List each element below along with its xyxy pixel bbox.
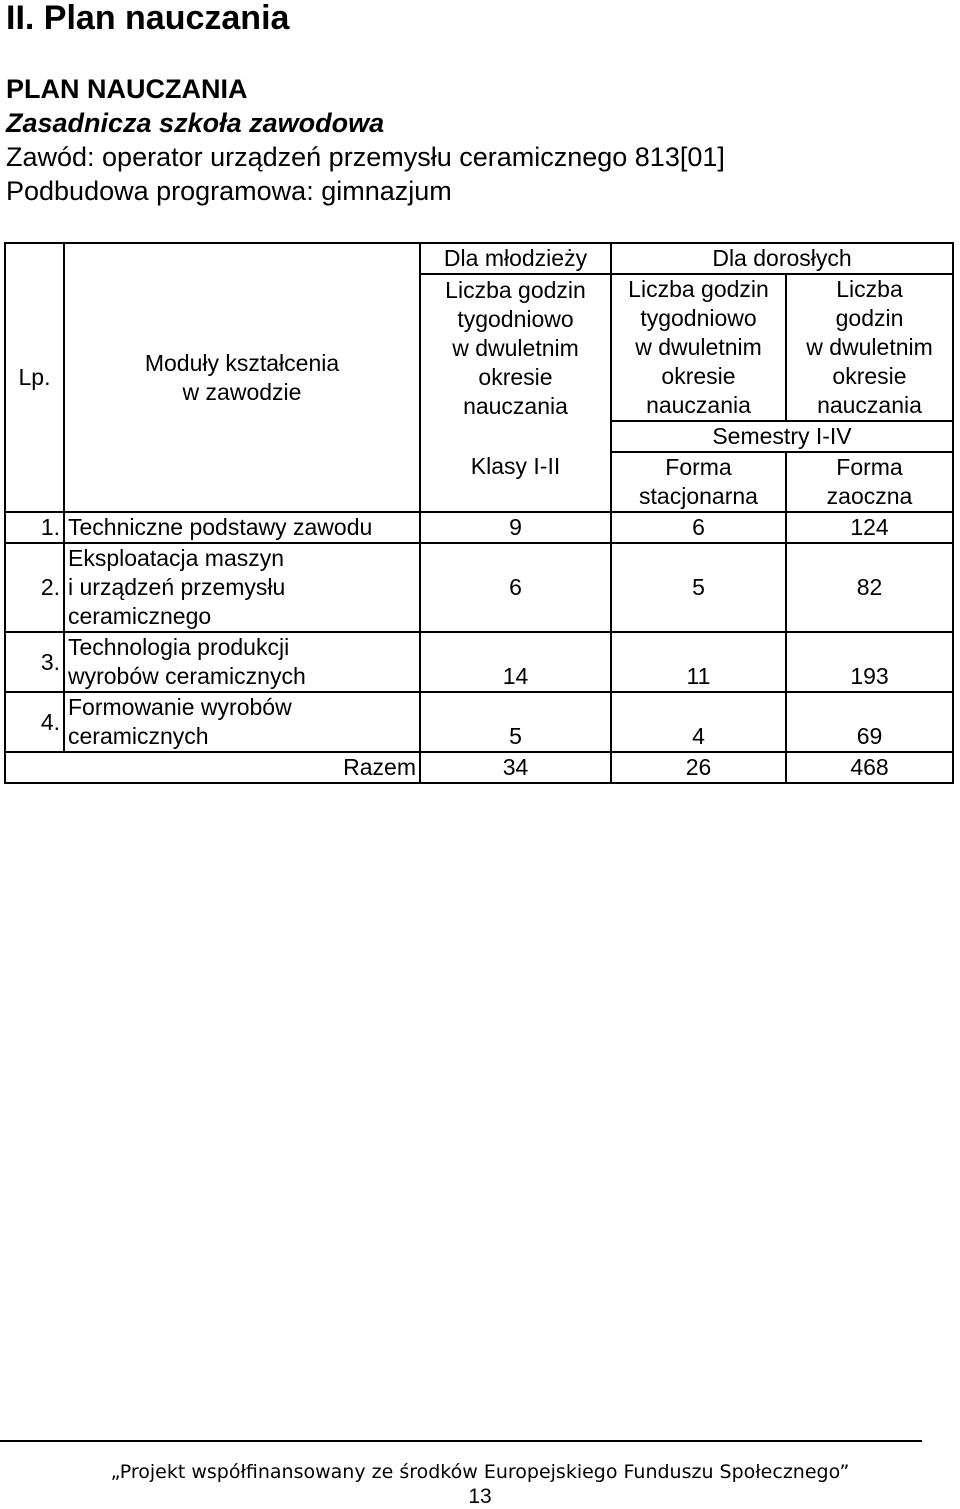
table-row xyxy=(5,692,953,752)
row-module-name-line: Formowanie wyrobów xyxy=(68,694,292,720)
row-module-name-line: wyrobów ceramicznych xyxy=(68,663,306,689)
header-adult-full-hours-line: okresie xyxy=(661,363,736,389)
total-youth-hours: 34 xyxy=(420,752,611,783)
page-number: 13 xyxy=(468,1485,492,1508)
footer-funding-note: „Projekt współfinansowany ze środków Europejskiego Funduszu Społecznego” xyxy=(110,1461,850,1483)
curriculum-table xyxy=(4,242,954,784)
header-youth-hours-line: w dwuletnim xyxy=(452,334,579,361)
header-adult-full-hours xyxy=(611,274,786,421)
header-semesters: Semestry I-IV xyxy=(611,421,953,452)
table-row xyxy=(5,543,953,632)
row-module-name xyxy=(64,692,420,752)
header-adult-part-hours-line: nauczania xyxy=(817,392,922,418)
header-classes: Klasy I-II xyxy=(420,421,611,512)
header-full-time-line: Forma xyxy=(665,454,732,480)
row-youth-hours: 6 xyxy=(420,543,611,632)
header-adult-part-hours-line: okresie xyxy=(832,363,907,389)
row-lp: 3. xyxy=(5,632,64,692)
header-youth-hours-line: Liczba godzin xyxy=(445,276,586,303)
row-lp: 2. xyxy=(5,543,64,632)
row-module-name-line: ceramicznego xyxy=(68,603,212,629)
row-full-time-hours: 4 xyxy=(611,692,786,752)
header-adult-full-hours-line: Liczba godzin xyxy=(628,276,769,302)
header-adult-full-hours-line: nauczania xyxy=(646,392,751,418)
row-part-time-hours: 193 xyxy=(786,632,953,692)
row-full-time-hours: 5 xyxy=(611,543,786,632)
row-youth-hours: 9 xyxy=(420,512,611,543)
table-row xyxy=(5,632,953,692)
header-youth-hours-line: tygodniowo xyxy=(457,305,574,332)
header-full-time xyxy=(611,452,786,512)
header-adult-full-hours-line: w dwuletnim xyxy=(635,334,762,360)
total-label: Razem xyxy=(5,752,420,783)
row-module-name-line: i urządzeń przemysłu xyxy=(68,574,286,600)
header-adults: Dla dorosłych xyxy=(611,243,953,274)
header-part-time xyxy=(786,452,953,512)
row-module-name-line: Techniczne podstawy zawodu xyxy=(68,514,373,540)
header-youth-hours-line: okresie xyxy=(478,363,553,390)
header-modules xyxy=(64,243,420,512)
total-row xyxy=(5,752,953,783)
plan-intro xyxy=(6,72,725,208)
header-youth: Dla młodzieży xyxy=(420,243,611,274)
row-module-name xyxy=(64,512,420,543)
curriculum-basis-line: Podbudowa programowa: gimnazjum xyxy=(6,176,452,206)
profession-line: Zawód: operator urządzeń przemysłu ceramicznego 813[01] xyxy=(6,142,725,172)
header-modules-line: w zawodzie xyxy=(182,378,302,405)
header-row xyxy=(5,243,953,274)
row-module-name-line: Technologia produkcji xyxy=(68,634,290,660)
header-part-time-line: Forma xyxy=(836,454,903,480)
total-part-time-hours: 468 xyxy=(786,752,953,783)
row-module-name xyxy=(64,543,420,632)
header-youth-hours-line: nauczania xyxy=(463,392,568,419)
table-row xyxy=(5,512,953,543)
row-youth-hours: 14 xyxy=(420,632,611,692)
header-youth-hours xyxy=(420,274,611,421)
row-youth-hours: 5 xyxy=(420,692,611,752)
header-part-time-line: zaoczna xyxy=(826,483,913,509)
header-adult-part-hours-line: w dwuletnim xyxy=(806,334,933,360)
header-adult-full-hours-line: tygodniowo xyxy=(640,305,757,331)
row-full-time-hours: 6 xyxy=(611,512,786,543)
header-adult-part-hours-line: godzin xyxy=(835,305,904,331)
header-modules-line: Moduły kształcenia xyxy=(144,349,340,376)
page-title: II. Plan nauczania xyxy=(6,0,290,37)
school-type: Zasadnicza szkoła zawodowa xyxy=(6,108,385,138)
row-part-time-hours: 82 xyxy=(786,543,953,632)
row-module-name-line: Eksploatacja maszyn xyxy=(68,545,285,571)
header-lp: Lp. xyxy=(5,243,64,512)
total-full-time-hours: 26 xyxy=(611,752,786,783)
row-lp: 4. xyxy=(5,692,64,752)
header-adult-part-hours-line: Liczba xyxy=(836,276,903,302)
row-part-time-hours: 124 xyxy=(786,512,953,543)
row-module-name-line: ceramicznych xyxy=(68,723,209,749)
header-full-time-line: stacjonarna xyxy=(639,483,758,509)
footer-divider xyxy=(0,1440,922,1442)
row-lp: 1. xyxy=(5,512,64,543)
header-adult-part-hours xyxy=(786,274,953,421)
plan-title: PLAN NAUCZANIA xyxy=(6,74,248,104)
row-module-name xyxy=(64,632,420,692)
row-full-time-hours: 11 xyxy=(611,632,786,692)
row-part-time-hours: 69 xyxy=(786,692,953,752)
